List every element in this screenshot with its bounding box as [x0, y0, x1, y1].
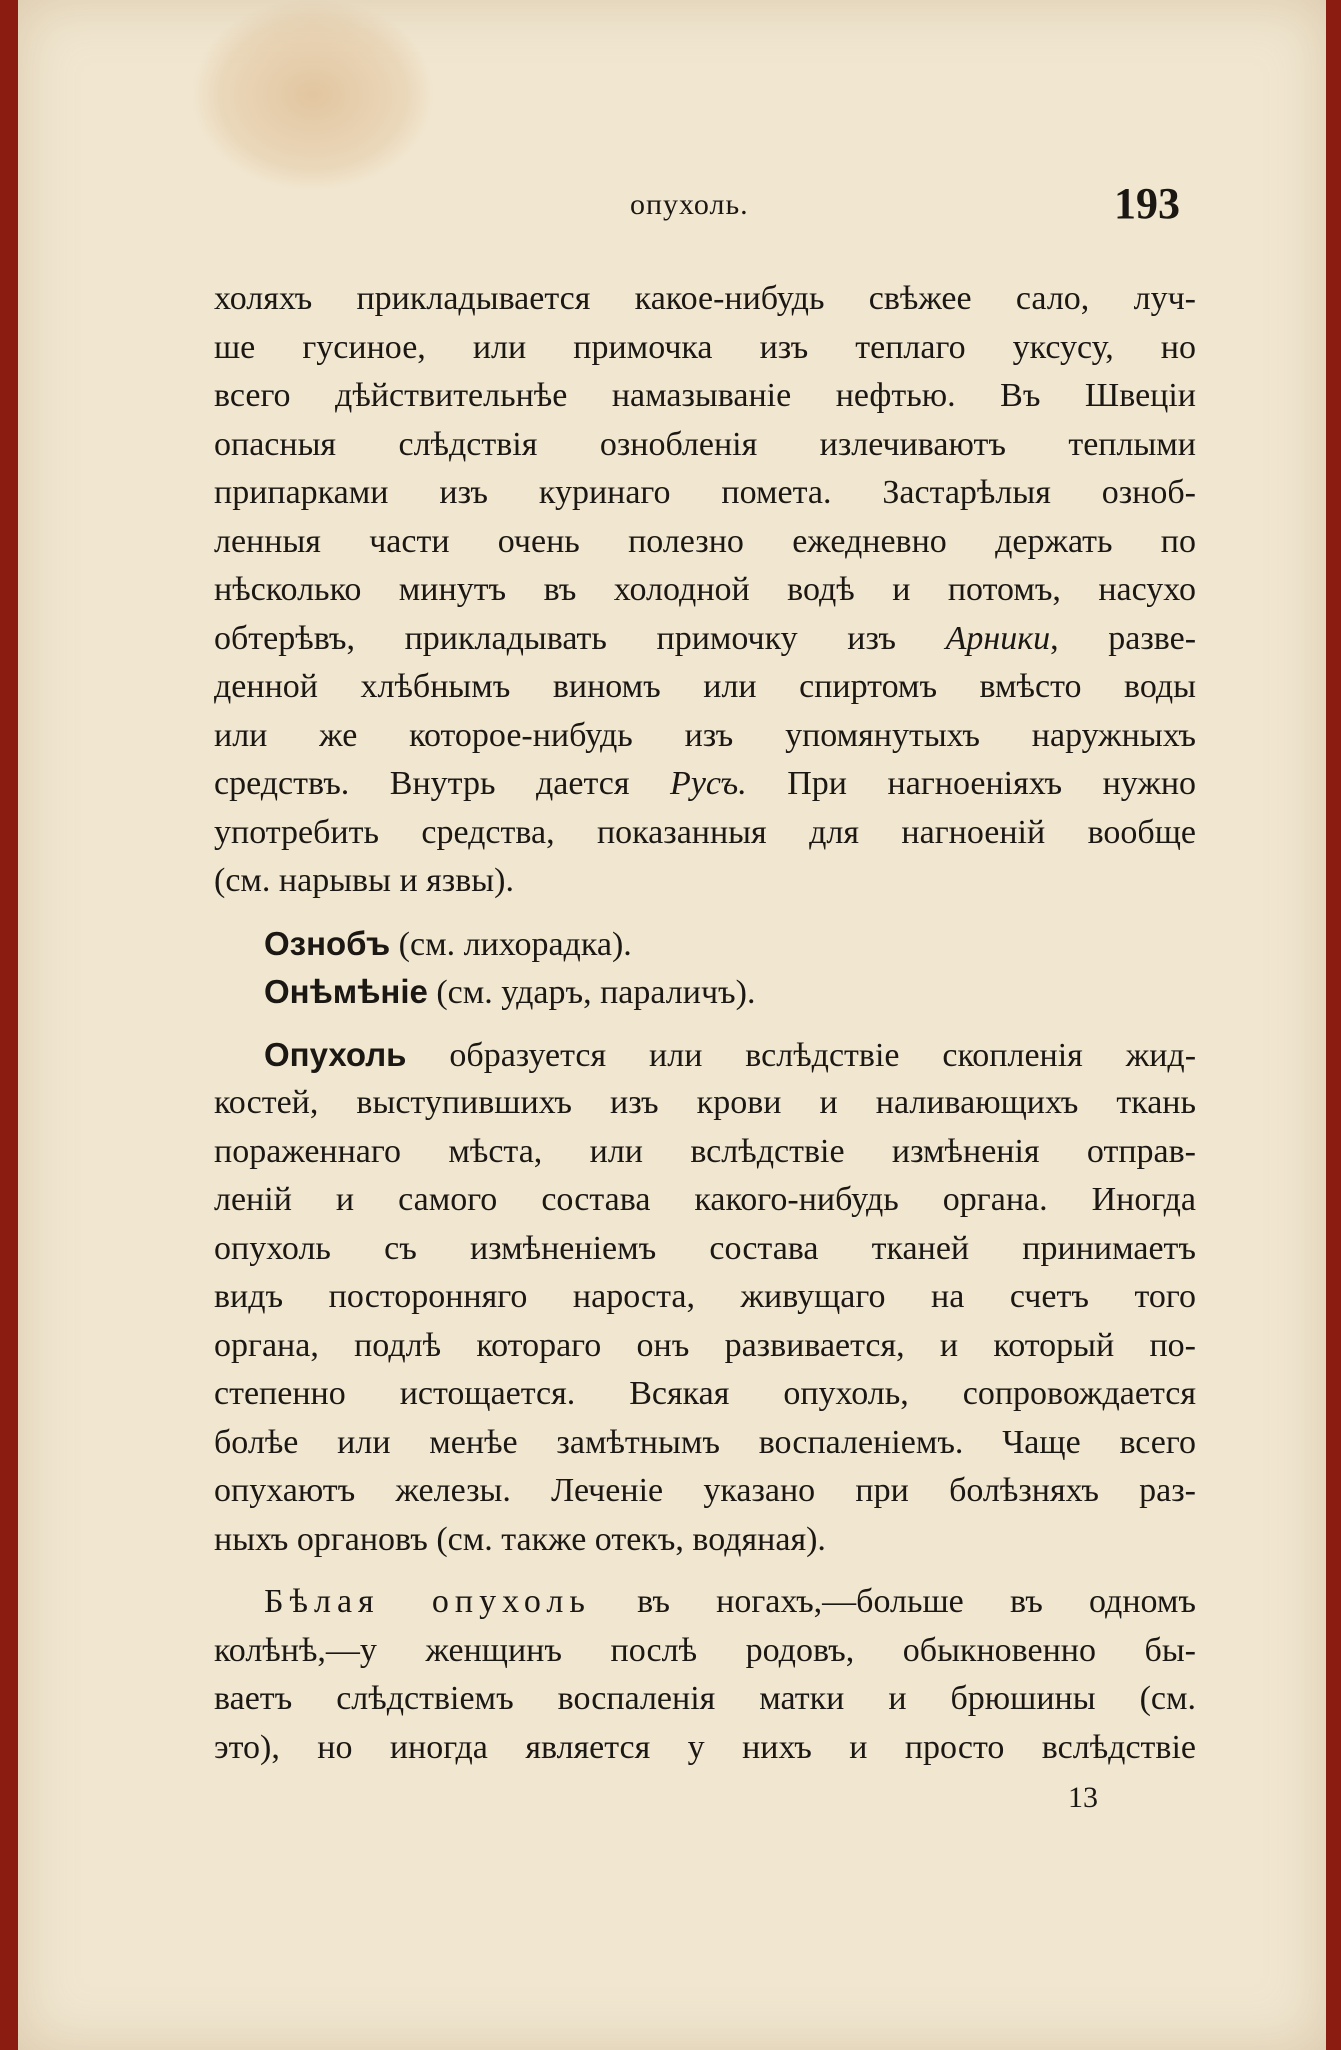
entry-ref: (см. лихорадка).	[398, 925, 632, 963]
text-line: ше гусиное, или примочка изъ теплаго уксусу, но	[214, 328, 1196, 366]
running-head: опухоль.	[630, 188, 749, 221]
entry-term: Ознобъ	[264, 924, 391, 962]
paper-stain	[193, 0, 433, 190]
spaced-term: Бѣлая опухоль	[264, 1583, 591, 1620]
text-line: опухоль съ измѣненіемъ состава тканей принимаетъ	[214, 1229, 1196, 1267]
text-line	[214, 1031, 1196, 1080]
italic-term-arnika: Арники	[945, 619, 1051, 657]
text-line	[214, 760, 1196, 809]
signature-mark: 13	[1068, 1781, 1098, 1814]
text-line: болѣе или менѣе замѣтнымъ воспаленіемъ. Чаще всего	[214, 1423, 1196, 1461]
text-line: всего дѣйствительнѣе намазываніе нефтью. Въ Швеціи	[214, 377, 1196, 414]
text-line: денной хлѣбнымъ виномъ или спиртомъ вмѣсто воды	[214, 668, 1196, 705]
text-line: видъ посторонняго нароста, живущаго на счетъ того	[214, 1278, 1196, 1315]
text-run: средствъ. Внутрь дается	[214, 765, 630, 802]
text-line: или же которое-нибудь изъ упомянутыхъ наружныхъ	[214, 716, 1196, 754]
text-run: въ ногахъ,—больше въ одномъ	[637, 1583, 1197, 1620]
text-line: костей, выступившихъ изъ крови и наливающихъ ткань	[214, 1084, 1196, 1121]
text-line: степенно истощается. Всякая опухоль, сопровождается	[214, 1375, 1196, 1412]
entry-term: Онѣмѣніе	[264, 973, 428, 1010]
text-line: опухаютъ железы. Леченіе указано при болѣзняхъ раз-	[214, 1472, 1196, 1509]
text-run-italic	[946, 620, 1196, 657]
entry-onemenie	[214, 968, 1196, 1017]
page-number: 193	[1114, 179, 1180, 228]
text-line: органа, подлѣ котораго онъ развивается, и который по-	[214, 1326, 1196, 1364]
entry-oznob	[214, 920, 1196, 969]
text-line: пораженнаго мѣста, или вслѣдствіе измѣненія отправ-	[214, 1132, 1196, 1170]
text-run: образуется или вслѣдствіе скопленія жид-	[449, 1036, 1197, 1074]
text-line: ныхъ органовъ (см. также отекъ, водяная).	[214, 1520, 826, 1558]
text-line: колѣнѣ,—у женщинъ послѣ родовъ, обыкновенно бы-	[214, 1631, 1196, 1669]
text-run: обтерѣвъ, прикладывать примочку изъ	[214, 619, 896, 657]
book-page	[18, 0, 1326, 2050]
text-line	[214, 1578, 1196, 1627]
text-line: ваетъ слѣдствіемъ воспаленія матки и брюшины (см.	[214, 1680, 1196, 1717]
body-text	[214, 275, 1196, 1772]
text-line: припарками изъ куринаго помета. Застарѣлыя озноб-	[214, 474, 1196, 511]
text-line: ленныя части очень полезно ежедневно держать по	[214, 522, 1196, 560]
text-run: , разве-	[1050, 619, 1197, 657]
entry-ref: (см. ударъ, параличъ).	[436, 974, 756, 1011]
text-line: нѣсколько минутъ въ холодной водѣ и потомъ, насухо	[214, 571, 1196, 608]
text-line: холяхъ прикладывается какое-нибудь свѣжее сало, луч-	[214, 280, 1196, 317]
entry-term: Опухоль	[264, 1035, 407, 1073]
italic-term-rus: Русъ.	[670, 765, 747, 802]
text-line: употребить средства, показанныя для нагноеній вообще	[214, 813, 1196, 851]
text-line: опасныя слѣдствія ознобленія излечиваютъ теплыми	[214, 425, 1196, 463]
text-line: это), но иногда является у нихъ и просто вслѣдствіе	[214, 1728, 1196, 1766]
text-line	[214, 615, 1196, 664]
text-line: леній и самого состава какого-нибудь органа. Иногда	[214, 1181, 1196, 1218]
text-line: (см. нарывы и язвы).	[214, 862, 514, 899]
text-run: При нагноеніяхъ нужно	[787, 765, 1197, 802]
